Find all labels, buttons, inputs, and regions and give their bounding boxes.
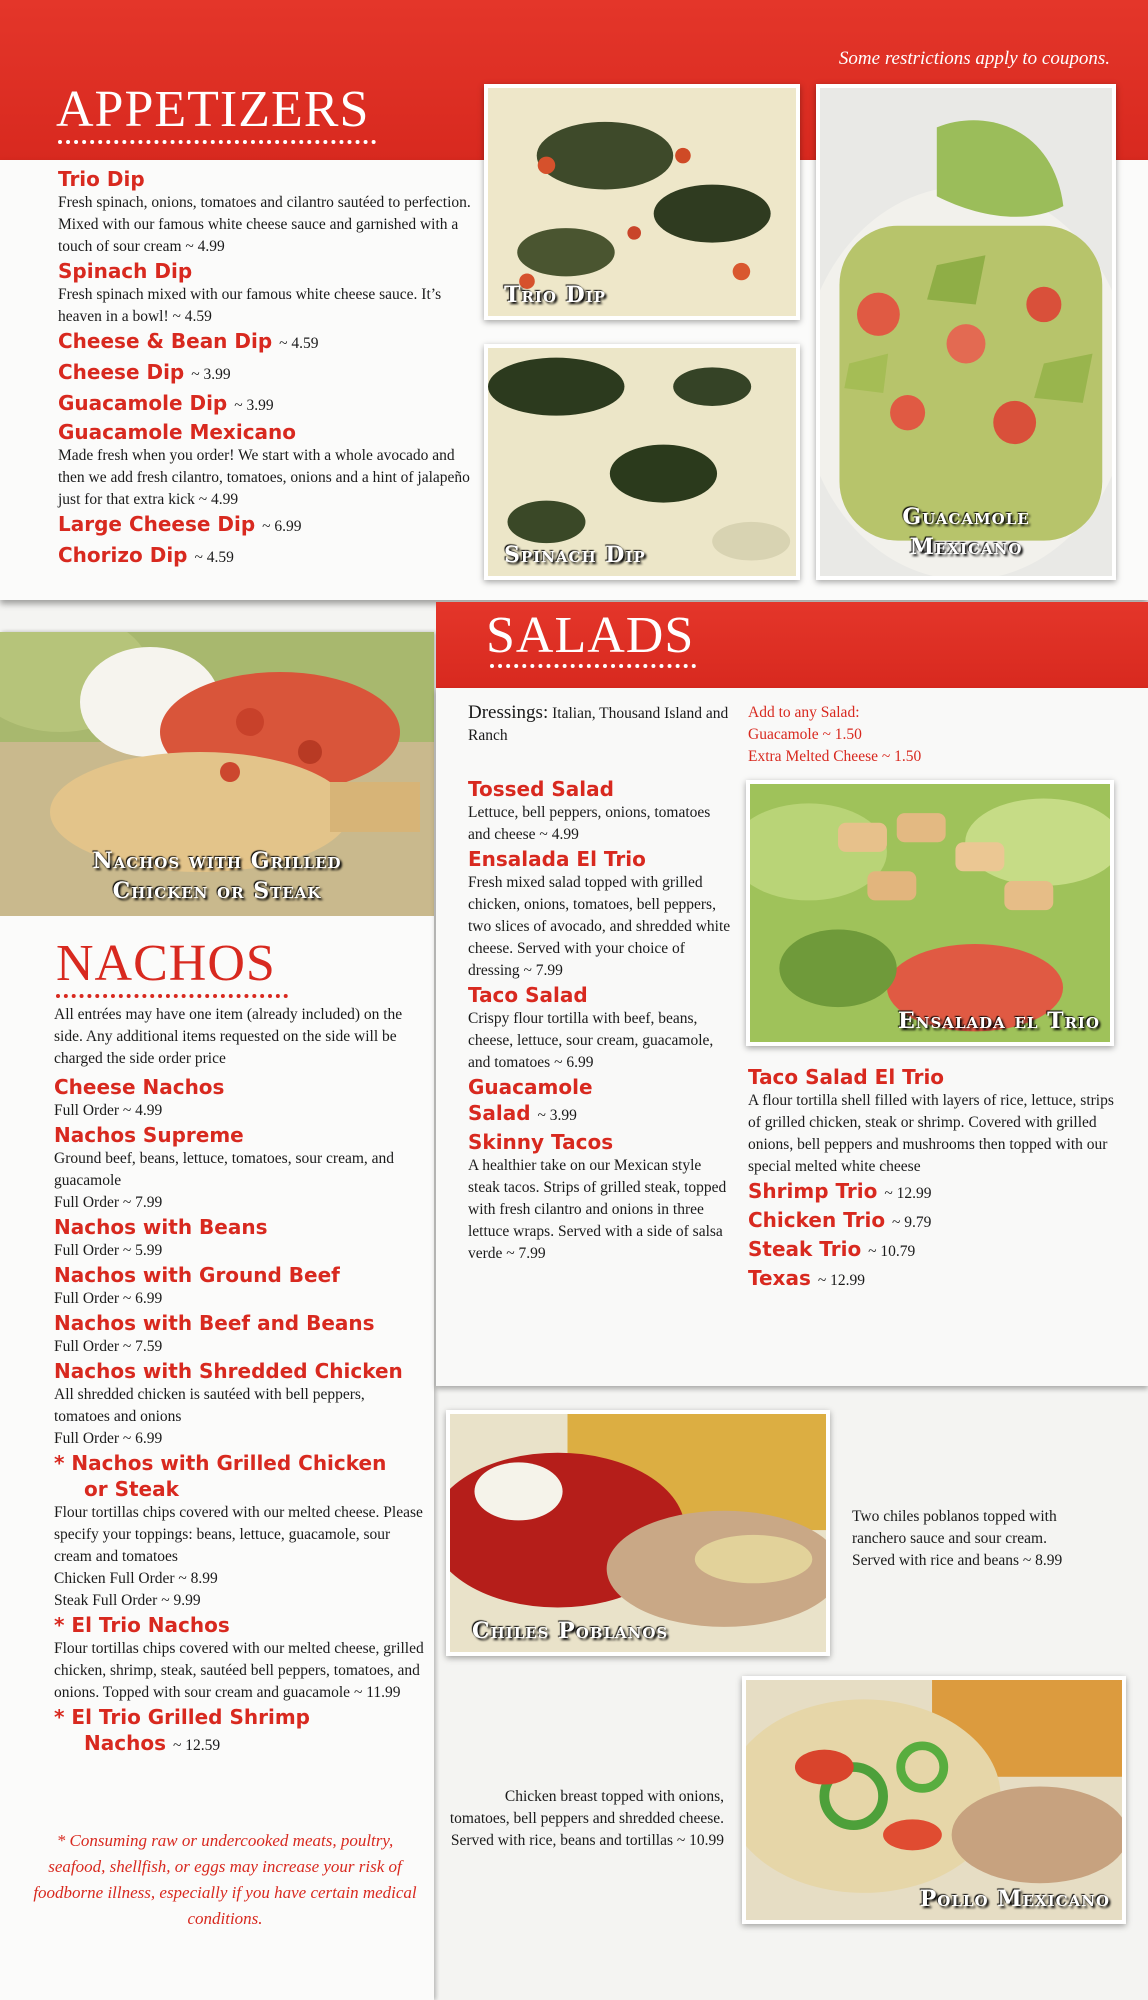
caption-line: Mexicano xyxy=(909,534,1023,560)
item-price: ~ 3.99 xyxy=(234,397,274,414)
item-desc: Fresh spinach mixed with our famous white cheese sauce. It’s heaven in a bowl! ~ 4.59 xyxy=(58,286,442,325)
item-price: ~ 4.59 xyxy=(279,335,319,352)
item-name: Tossed Salad xyxy=(468,777,614,801)
item-name: Cheese Dip xyxy=(58,360,185,384)
appetizer-list xyxy=(58,166,478,571)
addon-guacamole: Guacamole ~ 1.50 xyxy=(748,726,862,743)
item-price: ~ 9.79 xyxy=(892,1214,932,1231)
list-item xyxy=(58,511,478,540)
item-desc: Full Order ~ 6.99 xyxy=(54,1290,163,1307)
nachos-title: NACHOS xyxy=(56,935,276,992)
list-item xyxy=(54,1704,424,1759)
photo-caption: Spinach Dip xyxy=(504,542,646,568)
list-item xyxy=(54,1450,424,1612)
list-item xyxy=(468,776,734,846)
list-item xyxy=(468,982,734,1074)
item-name: Trio Dip xyxy=(58,167,145,191)
item-name-line xyxy=(54,1730,424,1759)
item-name-line xyxy=(468,1100,734,1129)
item-name: Cheese & Bean Dip xyxy=(58,329,273,353)
photo-caption: Trio Dip xyxy=(504,282,606,308)
item-name: Skinny Tacos xyxy=(468,1130,614,1154)
item-desc: A healthier take on our Mexican style steak tacos. Strips of grilled steak, topped with fresh cilantro and onions in three lettuce wraps. Served with a side of salsa verde ~ 7.99 xyxy=(468,1157,727,1262)
item-name: Nachos with Beans xyxy=(54,1215,268,1239)
appetizers-title: APPETIZERS xyxy=(56,81,370,138)
item-name: or Steak xyxy=(84,1477,179,1501)
item-name: Guacamole Mexicano xyxy=(58,420,297,444)
item-desc: Fresh spinach, onions, tomatoes and cilantro sautéed to perfection. Mixed with our famous white cheese sauce and garnished with a touch of sour cream ~ 4.99 xyxy=(58,194,471,255)
list-item xyxy=(54,1612,424,1704)
item-desc: Crispy flour tortilla with beef, beans, cheese, lettuce, sour cream, guacamole, and tomatoes ~ 6.99 xyxy=(468,1010,714,1071)
item-price: ~ 6.99 xyxy=(262,518,302,535)
item-desc: Flour tortillas chips covered with our melted cheese. Please specify your toppings: beans, lettuce, guacamole, sour cream and tomatoes xyxy=(54,1504,423,1565)
item-name: Nachos with Beef and Beans xyxy=(54,1311,375,1335)
item-name: Salad xyxy=(468,1101,531,1125)
item-name: Nachos with Ground Beef xyxy=(54,1263,340,1287)
list-item xyxy=(58,419,478,511)
caption-line: Nachos with Grilled xyxy=(92,848,342,874)
list-item xyxy=(54,1214,424,1262)
item-desc: Lettuce, bell peppers, onions, tomatoes and cheese ~ 4.99 xyxy=(468,804,711,843)
list-item xyxy=(58,166,478,258)
item-name: * El Trio Nachos xyxy=(54,1613,230,1637)
item-name: Nachos Supreme xyxy=(54,1123,244,1147)
health-disclaimer: * Consuming raw or undercooked meats, poultry, seafood, shellfish, or eggs may increase your risk of foodborne illness, especially if you have certain medical conditions. xyxy=(33,1831,417,1928)
item-name: Nachos xyxy=(84,1731,166,1755)
item-price: ~ 12.99 xyxy=(884,1185,932,1202)
chiles-poblanos-photo xyxy=(446,1410,830,1656)
nachos-intro: All entrées may have one item (already included) on the side. Any additional items requested on the side will be charged the side order price xyxy=(54,1006,403,1067)
pollo-mexicano-desc: Chicken breast topped with onions, tomatoes, bell peppers and shredded cheese. Served with rice, beans and tortillas ~ 10.99 xyxy=(449,1788,724,1849)
list-item xyxy=(468,846,734,982)
list-item xyxy=(58,359,478,388)
list-item xyxy=(748,1178,1118,1207)
photo-caption: Pollo Mexicano xyxy=(919,1886,1110,1912)
item-desc: All shredded chicken is sautéed with bell peppers, tomatoes and onions xyxy=(54,1386,365,1425)
photo-caption: Ensalada el Trio xyxy=(898,1008,1100,1034)
item-price: ~ 3.99 xyxy=(537,1107,577,1124)
list-item xyxy=(748,1207,1118,1236)
list-item xyxy=(468,1129,734,1265)
nachos-title-dots xyxy=(56,994,288,998)
guacamole-photo xyxy=(816,84,1116,580)
salad-list xyxy=(468,776,734,1265)
list-item xyxy=(748,1265,1118,1294)
item-price: ~ 4.59 xyxy=(194,549,234,566)
item-desc: Full Order ~ 5.99 xyxy=(54,1242,163,1259)
item-name: Guacamole Dip xyxy=(58,391,228,415)
item-price: ~ 3.99 xyxy=(191,366,231,383)
item-desc: Flour tortillas chips covered with our melted cheese, grilled chicken, shrimp, steak, sautéed bell peppers, tomatoes, and onions. Topped with sour cream and guacamole ~ 11.99 xyxy=(54,1640,424,1701)
item-price: ~ 12.99 xyxy=(817,1272,865,1289)
list-item xyxy=(54,1310,424,1358)
photo-caption xyxy=(820,502,1112,562)
list-item xyxy=(58,258,478,328)
appetizers-title-dots xyxy=(58,140,376,144)
caption-line: Guacamole xyxy=(902,504,1030,530)
item-name: Chicken Trio xyxy=(748,1208,886,1232)
item-desc: Full Order ~ 4.99 xyxy=(54,1102,163,1119)
list-item xyxy=(54,1262,424,1310)
list-item xyxy=(54,1074,424,1122)
item-desc: Full Order ~ 6.99 xyxy=(54,1430,163,1447)
photo-caption: Chiles Poblanos xyxy=(472,1618,669,1644)
item-desc: A flour tortilla shell filled with layers of rice, lettuce, strips of grilled chicken, steak or shrimp. Covered with grilled onions, bell peppers and mushrooms then topped with our special melted white cheese xyxy=(748,1092,1114,1175)
salad-dressings xyxy=(468,702,732,747)
chiles-poblanos-desc: Two chiles poblanos topped with ranchero sauce and sour cream. Served with rice and beans ~ 8.99 xyxy=(852,1508,1063,1569)
spinach-dip-photo xyxy=(484,344,800,580)
trio-dip-photo xyxy=(484,84,800,320)
item-name: Spinach Dip xyxy=(58,259,193,283)
list-item xyxy=(58,390,478,419)
item-desc: Made fresh when you order! We start with a whole avocado and then we add fresh cilantro, tomatoes, onions and a hint of jalapeño just for that extra kick ~ 4.99 xyxy=(58,447,470,508)
item-name: Taco Salad xyxy=(468,983,588,1007)
item-desc: Ground beef, beans, lettuce, tomatoes, sour cream, and guacamole xyxy=(54,1150,395,1189)
list-item xyxy=(54,1122,424,1214)
list-item xyxy=(54,1358,424,1450)
photo-caption xyxy=(0,846,434,906)
taco-salad-trio xyxy=(748,1064,1118,1294)
salads-title-dots xyxy=(490,664,696,668)
item-name: Ensalada El Trio xyxy=(468,847,646,871)
ensalada-photo xyxy=(746,780,1114,1046)
item-name: Nachos with Shredded Chicken xyxy=(54,1359,403,1383)
item-desc: Full Order ~ 7.99 xyxy=(54,1194,163,1211)
coupon-note: Some restrictions apply to coupons. xyxy=(838,48,1110,69)
item-name: Taco Salad El Trio xyxy=(748,1065,945,1089)
nachos-photo xyxy=(0,632,434,916)
item-desc: Chicken Full Order ~ 8.99 xyxy=(54,1570,218,1587)
item-name: Texas xyxy=(748,1266,811,1290)
list-item xyxy=(58,542,478,571)
salads-title: SALADS xyxy=(486,607,695,664)
item-name: * Nachos with Grilled Chicken xyxy=(54,1451,387,1475)
item-desc: Steak Full Order ~ 9.99 xyxy=(54,1592,201,1609)
item-name: Guacamole xyxy=(468,1075,593,1099)
dressings-list: Italian, Thousand Island and Ranch xyxy=(468,705,729,744)
item-name: Large Cheese Dip xyxy=(58,512,256,536)
dressings-label: Dressings: xyxy=(468,702,549,723)
item-price: ~ 10.79 xyxy=(868,1243,916,1260)
addons-title: Add to any Salad: xyxy=(748,704,860,721)
caption-line: Chicken or Steak xyxy=(112,878,322,904)
list-item xyxy=(58,328,478,357)
list-item xyxy=(468,1074,734,1129)
item-name: Steak Trio xyxy=(748,1237,862,1261)
item-desc: Full Order ~ 7.59 xyxy=(54,1338,163,1355)
item-desc: Fresh mixed salad topped with grilled chicken, onions, tomatoes, bell peppers, two slices of avocado, and shredded white cheese. Served with your choice of dressing ~ 7.99 xyxy=(468,874,731,979)
nachos-list xyxy=(54,1004,424,1759)
pollo-mexicano-photo xyxy=(742,1676,1126,1924)
addon-cheese: Extra Melted Cheese ~ 1.50 xyxy=(748,748,922,765)
item-name: Chorizo Dip xyxy=(58,543,188,567)
item-price: ~ 12.59 xyxy=(172,1737,221,1754)
list-item xyxy=(748,1236,1118,1265)
item-name: * El Trio Grilled Shrimp xyxy=(54,1705,310,1729)
item-name: Shrimp Trio xyxy=(748,1179,878,1203)
salad-addons xyxy=(748,702,1128,768)
item-name: Cheese Nachos xyxy=(54,1075,225,1099)
